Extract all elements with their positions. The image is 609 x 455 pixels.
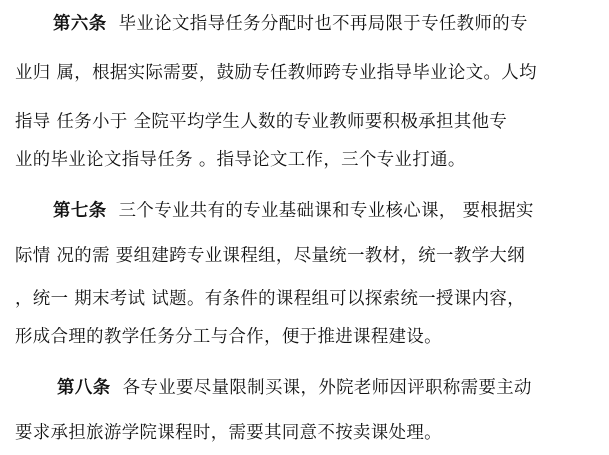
article-6-line-1-text: 毕业论文指导任务分配时也不再局限于专任教师的专 <box>118 14 528 34</box>
article-6-line-3: 指导 任务小于 全院平均学生人数的专业教师要积极承担其他专 <box>15 112 508 132</box>
article-6-label: 第六条 <box>53 14 107 34</box>
article-7-first-line <box>53 199 534 223</box>
article-6-first-line <box>53 12 528 36</box>
article-7-line-2: 际情 况的需 要组建跨专业课程组，尽量统一教材，统一教学大纲 <box>15 246 525 266</box>
article-8-label: 第八条 <box>57 378 111 398</box>
article-8-first-line <box>57 376 532 400</box>
article-7-line-4: 形成合理的教学任务分工与合作，便于推进课程建设。 <box>15 327 442 347</box>
article-7-line-3: ，统一 期末考试 试题。有条件的课程组可以探索统一授课内容， <box>15 289 525 309</box>
article-7-label: 第七条 <box>53 201 107 221</box>
article-7-line-1-text: 三个专业共有的专业基础课和专业核心课， 要根据实 <box>118 201 534 221</box>
article-6-line-4: 业的毕业论文指导任务 。指导论文工作，三个专业打通。 <box>15 150 466 170</box>
article-8-line-1-text: 各专业要尽量限制买课，外院老师因评职称需要主动 <box>122 378 532 398</box>
article-8-line-2: 要求承担旅游学院课程时，需要其同意不按卖课处理。 <box>15 423 442 443</box>
article-6-line-2: 业归 属，根据实际需要，鼓励专任教师跨专业指导毕业论文。人均 <box>15 63 537 83</box>
